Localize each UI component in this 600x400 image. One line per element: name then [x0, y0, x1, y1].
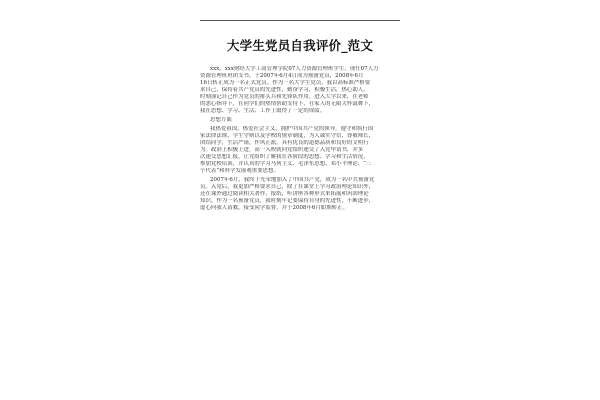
- paragraph-line: 2007年6月，我终于光荣地加入了中国共产党，成为一名中共预备党: [210, 177, 375, 183]
- paragraph-line: 知识。作为一名预备党员，我时刻牢记要保持自身的先进性，不断进步，: [200, 198, 375, 204]
- paragraph: [200, 177, 400, 212]
- paragraph-line: 虚心向我人请教，接受同学监督，并于2008年6月如期转正。: [200, 205, 348, 211]
- paragraph-line: 参加党校培训，并认真的学习马列主义、毛泽东思想、邓小平理论、“三: [200, 161, 372, 167]
- paragraph: [200, 126, 400, 175]
- paragraph-line: 个代表”和科学发展观重要思想。: [200, 168, 279, 174]
- paragraph-line: 思想方面: [210, 117, 232, 123]
- header-rule: [200, 20, 400, 21]
- paragraph-line: xxx，xxx财经大学工商管理学院07人力资源管理班学生，现任07人力: [210, 66, 379, 72]
- paragraph-line: 资源管理班班团支书，于2007年6月4日成为预备党员，2008年6月: [200, 73, 364, 79]
- paragraph: [200, 66, 400, 115]
- paragraph-line: 求自己，保持着共产党员的先进性，勤奋学习，积极生活，热心助人，: [200, 87, 369, 93]
- paragraph-line: 时刻谨记自己作为党员的排头兵和先锋队作用，进入大学以来，在老师: [200, 94, 369, 100]
- document-body: [200, 66, 400, 212]
- paragraph-line: 员。入党后，我更加严格要求自己，除了在课堂上学习政治理论知识外，: [200, 184, 375, 190]
- document-title: 大学生党员自我评价_范文: [226, 38, 374, 53]
- paragraph-line: 还在课外通过阅读相关著作、报纸，听讲座各种形式来拓展和巩固理论: [200, 191, 369, 197]
- paragraph-line: 的悉心指导下，在同学们的热情帮助支持下，在家人的无限关怀鼓舞下，: [200, 101, 375, 107]
- paragraph-line: 我在思想、学习、生活、工作上取得了一定的成绩。: [200, 108, 326, 114]
- paragraph-line: 团结同学，生活严谨，作风正派，具有优良的道德品质和良好的文明行: [200, 140, 369, 146]
- section-heading: [200, 117, 400, 124]
- paragraph-line: 次递交思想汇报，让党组织了解我在各阶段的思想、学习和生活情况，: [200, 154, 369, 160]
- paragraph-line: 家法律法规、学生守则以及学校的规章制度，为人诚实守信，尊敬师长，: [200, 133, 375, 139]
- paragraph-line: 我热爱祖国，热爱社会主义，拥护中国共产党的领导，遵守和执行国: [210, 126, 374, 132]
- paragraph-line: 为。政治上积极上进，高一入校就向党组织递交了入党申请书，并多: [200, 147, 364, 153]
- paragraph-line: 16日转正成为一名正式党员。作为一名大学生党员，我以高标准严格要: [200, 80, 371, 86]
